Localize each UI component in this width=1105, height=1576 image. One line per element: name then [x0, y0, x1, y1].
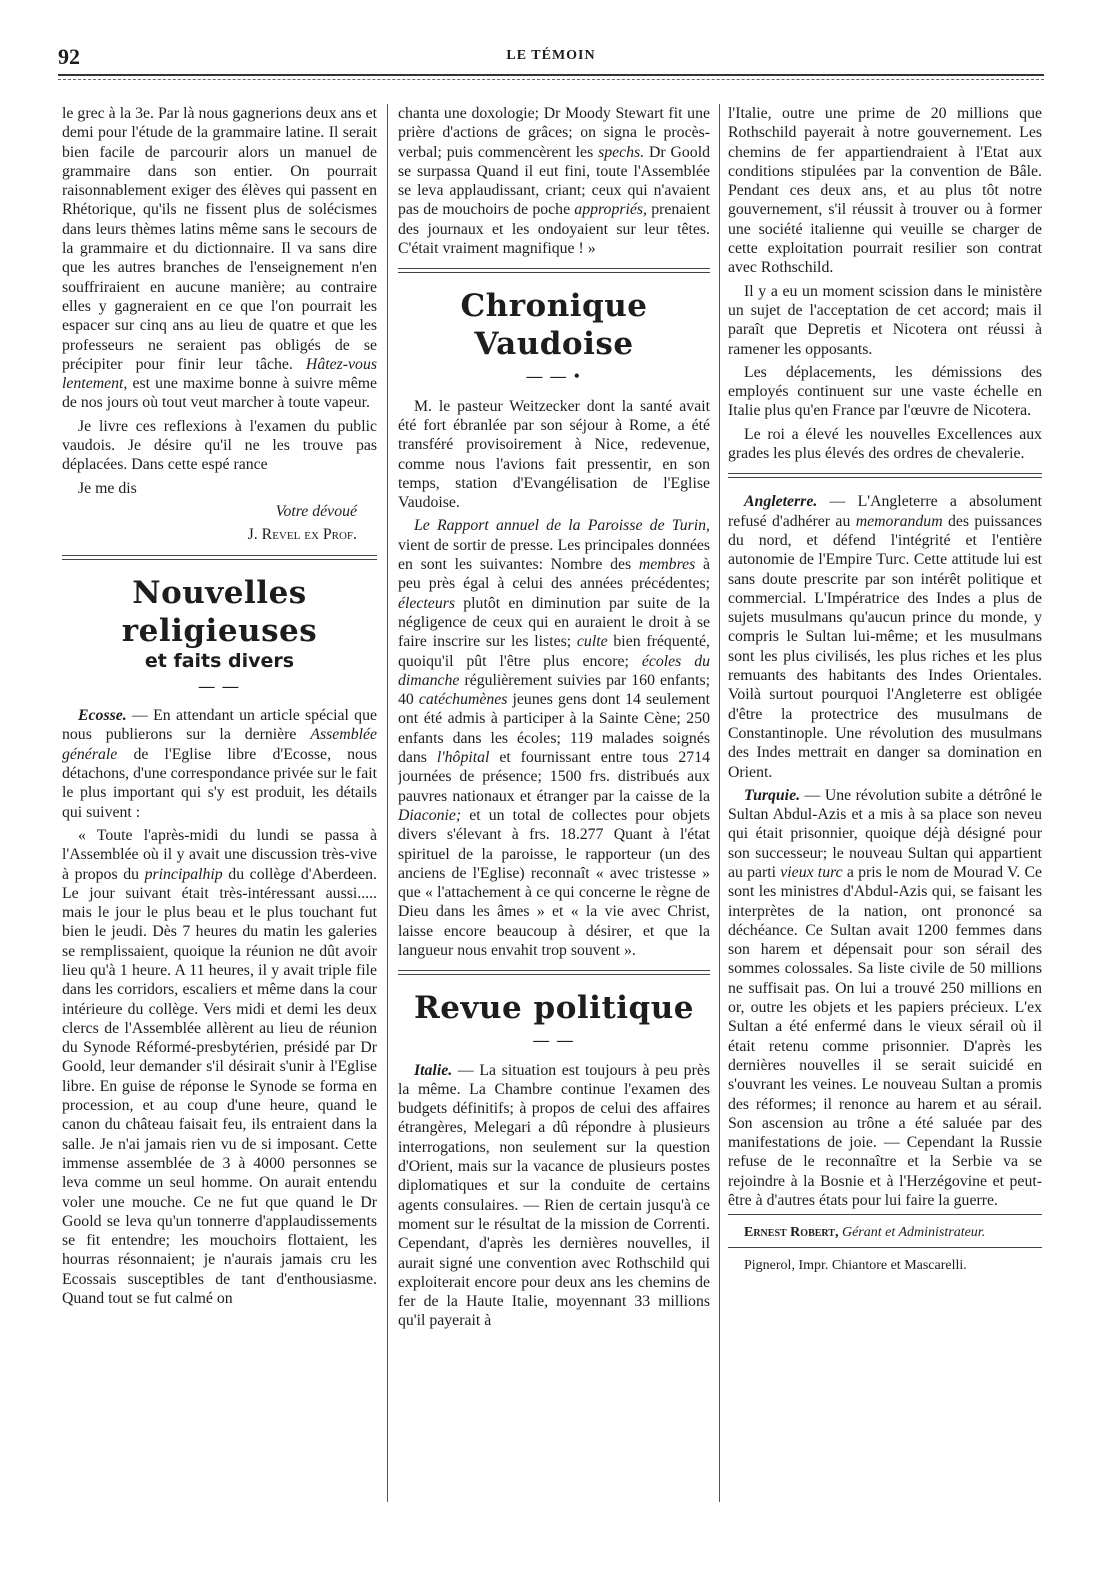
signature-closing [62, 502, 377, 521]
header-rule [58, 74, 1044, 76]
text: vient de sortir de presse. Les principales données en sont les suivantes: Nombre des [398, 536, 710, 574]
text: du collège d'Aberdeen. Le jour suivant était très-intéressant aussi..... mais le jour le plus beau et le plus touchant fut bien le jeudi. Dès 7 heures du matin les galeries se remplissaient, quoique la réunion ne dût avoir lieu qu'à 1 heure. A 11 heures, il y avait triple file dans les corridors, escaliers et même dans la cour intérieure du collège. Vers midi et demi les deux clercs de l'Assemblée allèrent au lieu de réunion du Synode Réformé-presbytérien, présidé par Dr Goold, leur demander s'il désirait s'unir à l'Eglise libre. En guise de réponse le Synode se forma en procession, et au coup d'une heure, quand le canon du château faisait feu, ils entraient dans la salle. Je n'ai jamais rien vu de si imposant. Cette immense assemblée de 3 à 4000 personnes se leva comme un seul homme. On aurait entendu voler une mouche. Ce ne fut que quand le Dr Goold se leva qu'un tonnerre d'applaudissements se fit entendre; les mouchoirs flottaient, les hourras résonnaient; je n'aurais jamais cru les Ecossais susceptibles de tant d'enthousiasme. Quand tout se fut calmé on [62, 865, 377, 1308]
paragraph: Les déplacements, les démissions des employés continuent sur une vaste échelle en Italie plus qu'en France par l'œuvre de Nicotera. [728, 363, 1042, 420]
paragraph [728, 786, 1042, 1211]
text: et un total de collectes pour objets divers s'élevant à frs. 18.277 Quant à l'état spirituel de la paroisse, le rapporteur (un des anciens de l'Eglise) reconnaît « avec tristesse » que « l'attachement à ce qui concerne le règne de Dieu dans les âmes » et « la vie avec Christ, laisse encore beaucoup à désirer, et que la langueur nous envahit trop souvent ». [398, 806, 710, 959]
emphasis: écoles du dimanche [398, 652, 710, 689]
column-1 [62, 104, 377, 1504]
column-divider [387, 104, 388, 1502]
text: chanta une doxologie; Dr Moody Stewart fit une prière d'actions de grâces; on signa le procès-verbal; puis commencèrent les [398, 105, 710, 161]
emphasis: Hâtez-vous lentement, [62, 355, 377, 393]
header-rule-dotted [58, 79, 1044, 80]
running-title: LE TÉMOIN [506, 48, 596, 63]
paragraph [398, 104, 710, 258]
column-divider [719, 104, 720, 1502]
text: Dr Goold se surpassa Quand il eut fini, toute l'Assemblée se leva applaudissant, criant; ceux qui n'avaient pas de mouchoirs de poche [398, 143, 710, 219]
topic-label: Turquie. [744, 786, 801, 804]
topic-label: Italie. [414, 1061, 453, 1079]
section-title: Revue politique [414, 990, 694, 1027]
closing-text: Votre dévoué [275, 502, 357, 520]
page-number: 92 [58, 44, 80, 69]
text: « Toute l'après-midi du lundi se passa à l'Assemblée où il y avait une discussion très-vive à propos du [62, 826, 377, 883]
emphasis: memorandum [855, 512, 943, 530]
emphasis: l'hôpital [436, 749, 490, 767]
section-title: Nouvelles religieuses [121, 574, 318, 649]
text: des puissances du nord, et défend l'intégrité et l'entière autonomie de l'Empire Turc. Cette attitude lui est sans doute prescrite par son intérêt politique et commercial. L'Impératrice des Indes a plus de sujets musulmans qu'aucun prince du monde, y compris le Sultan lui-même; et les musulmans sont les plus civilisés, les plus riches et les plus remuants des habitants des Indes Orientales. Voilà surtout pourquoi l'Angleterre est obligée d'être la protectrice des musulmans de Constantinople. Une révolution des musulmans des Indes mettrait en danger sa domination en Orient. [728, 512, 1042, 781]
paragraph [62, 826, 377, 1308]
text: est une maxime bonne à suivre même de nos jours où tout veut marcher à toute vapeur. [62, 375, 377, 412]
emphasis: électeurs [398, 594, 456, 612]
text: — L'Angleterre a absolument refusé d'adhérer au [728, 493, 1042, 530]
text: le grec à la 3e. Par là nous gagnerions deux ans et demi pour l'étude de la grammaire latine. Il serait bien facile de parcourir alors un manuel de grammaire dans son entier. On pourrait raisonnablement exiger des élèves qui passent en Rhétorique, qu'ils ne fissent plus de solécismes dans leurs thèmes latins même sans le secours de la grammaire et du dictionnaire. Il va sans dire que les autres branches de l'enseignement n'en souffriraient en aucune manière; au contraire elles y gagneraient en ce que l'on pourrait les espacer sur cinq ans au lieu de quatre et que les professeurs ne seraient pas obligés de se précipiter pour finir leur tâche. [62, 105, 377, 373]
dash-ornament: — — • [526, 368, 582, 386]
text: — Une révolution subite a détrôné le Sultan Abdul-Azis et a mis à sa place son neveu qui était prisonnier, quoique déjà désigné pour son successeur; le nouveau Sultan qui appartient au parti [728, 786, 1042, 881]
emphasis: vieux turc [780, 863, 843, 881]
emphasis: spechs. [598, 143, 645, 161]
section-separator [728, 473, 1042, 478]
paragraph: Je livre ces reflexions à l'examen du public vaudois. Je désire qu'il ne les trouve pas déplacées. Dans cette espé rance [62, 417, 377, 474]
text: et fournissant entre tous 2714 journées de présence; 1500 frs. distribués aux pauvres nationaux et étranger par la caisse de la [398, 749, 710, 805]
emphasis: Le Rapport annuel de la Paroisse de Turin, [414, 517, 710, 535]
emphasis: appropriés, [574, 201, 647, 219]
text: a pris le nom de Mourad V. Ce sont les ministres d'Abdul-Azis qui, se faisant les interprètes de la nation, ont prononcé sa déchéance. Ce Sultan avait 1200 femmes dans son harem et dépensait pour son sérail des sommes colossales. Sa liste civile de 50 millions ne suffisait pas. On lui a trouvé 250 millions en or, outre les objets et les papiers précieux. L'ex Sultan a été enfermé dans le vieux sérail où il était retenu comme prisonnier. D'après les dernières nouvelles il se serait suicidé en s'ouvrant les veines. Le nouveau Sultan a promis des réformes; il renonce au harem et au sérail. Son ascension au trône a été saluée par des manifestations de joie. — Cependant la Russie refuse de le reconnaître et la Serbie va se rejoindre à la Bosnie et à l'Herzégovine et peut-être à d'autres états pour lui faire la guerre. [728, 863, 1042, 1210]
dash-ornament: — — [198, 677, 241, 695]
topic-label: Ecosse. [78, 707, 127, 725]
emphasis: culte [576, 633, 608, 651]
section-title: Chronique Vaudoise [460, 288, 648, 363]
paragraph: Il y a eu un moment scission dans le ministère un sujet de l'acceptation de cet accord; mais il paraît que Depretis et Nicotera ont réussi à ramener les opposants. [728, 282, 1042, 358]
text: plutôt en diminution par suite de la négligence de ceux qui en auraient le droit à se faire inscrire sur les listes; [398, 594, 710, 651]
column-3 [728, 104, 1042, 1504]
text: bien fréquenté, quoiqu'il pût l'être plus encore; [398, 633, 710, 670]
section-separator [398, 970, 710, 975]
printer-line: Pignerol, Impr. Chiantore et Mascarelli. [728, 1247, 1042, 1275]
gerant-line [728, 1214, 1042, 1242]
paragraph [62, 706, 377, 822]
section-subtitle: et faits divers [144, 649, 295, 672]
topic-label: Angleterre. [744, 493, 818, 511]
paragraph [728, 492, 1042, 781]
text: à peu près égal à celui des années précédentes; [398, 556, 710, 593]
column-2 [398, 104, 710, 1504]
emphasis: membres [638, 556, 696, 574]
dash-ornament: — — [533, 1032, 575, 1050]
emphasis: principalhip [144, 865, 223, 883]
section-separator [62, 555, 377, 560]
paragraph: Je me dis [78, 479, 137, 497]
text: — En attendant un article spécial que nous publierons sur la dernière [62, 707, 377, 744]
paragraph [398, 516, 710, 960]
paragraph: M. le pasteur Weitzecker dont la santé avait été fort ébranlée par son séjour à Rome, a été transféré provisoirement à Nice, redevenue, comme nous l'avions fait pressentir, en son temps, station d'Evangélisation de l'Eglise Vaudoise. [398, 397, 710, 512]
paragraph [62, 104, 377, 413]
emphasis: catéchumènes [418, 691, 508, 709]
text: régulièrement suivies par 160 enfants; 40 [398, 671, 710, 709]
text: jeunes gens dont 14 seulement ont été admis à participer à la Sainte Cène; 250 enfants dans les écoles; 119 malades soignés dans [398, 691, 710, 767]
text: de l'Eglise libre d'Ecosse, nous détachons, d'une correspondance privée sur le fait le plus important qui s'y est produit, les détails qui suivent : [62, 745, 377, 821]
section-separator [398, 268, 710, 273]
emphasis: Diaconie; [398, 806, 462, 824]
text: — La situation est toujours à peu près la même. La Chambre continue l'examen des budgets définitifs; à propos de celui des affaires étrangères, Melegari a dû répondre à plusieurs interrogations, non seulement sur la question d'Orient, mais sur la vacance de plusieurs postes diplomatiques et sur la conduite de certains agents consulaires. — Rien de certain jusqu'à ce moment sur le résultat de la mission de Correnti. Cependant, d'après les dernières nouvelles, il aurait signé une convention avec Rothschild qui exploiterait encore pour deux ans les chemins de fer de la Haute Italie, moyennant 33 millions qu'il payerait à [398, 1061, 710, 1330]
gerant-role: Gérant et Administrateur. [841, 1225, 986, 1241]
paragraph: l'Italie, outre une prime de 20 millions que Rothschild payerait à notre gouvernement. Les chemins de fer appartiendraient à l'Etat aux conditions stipulées par la convention de Bâle. Pendant ces deux ans, et au plus tôt notre gouvernement, s'il réussit à trouver ou à former une société italienne qui veuille se charger de cette exploitation pourrait resilier son contrat avec Rothschild. [728, 105, 1042, 277]
gerant-name: Ernest Robert, [744, 1225, 839, 1241]
paragraph: Le roi a élevé les nouvelles Excellences aux grades les plus élevés des ordres de chevalerie. [728, 425, 1042, 463]
text: prenaient des journaux et les ondoyaient sur leur têtes. C'était vraiment magnifique ! » [398, 201, 710, 258]
page-header [58, 44, 1044, 74]
emphasis: Assemblée générale [62, 726, 377, 763]
signature-name: J. Revel ex Prof. [247, 526, 357, 544]
paragraph [398, 1061, 710, 1331]
